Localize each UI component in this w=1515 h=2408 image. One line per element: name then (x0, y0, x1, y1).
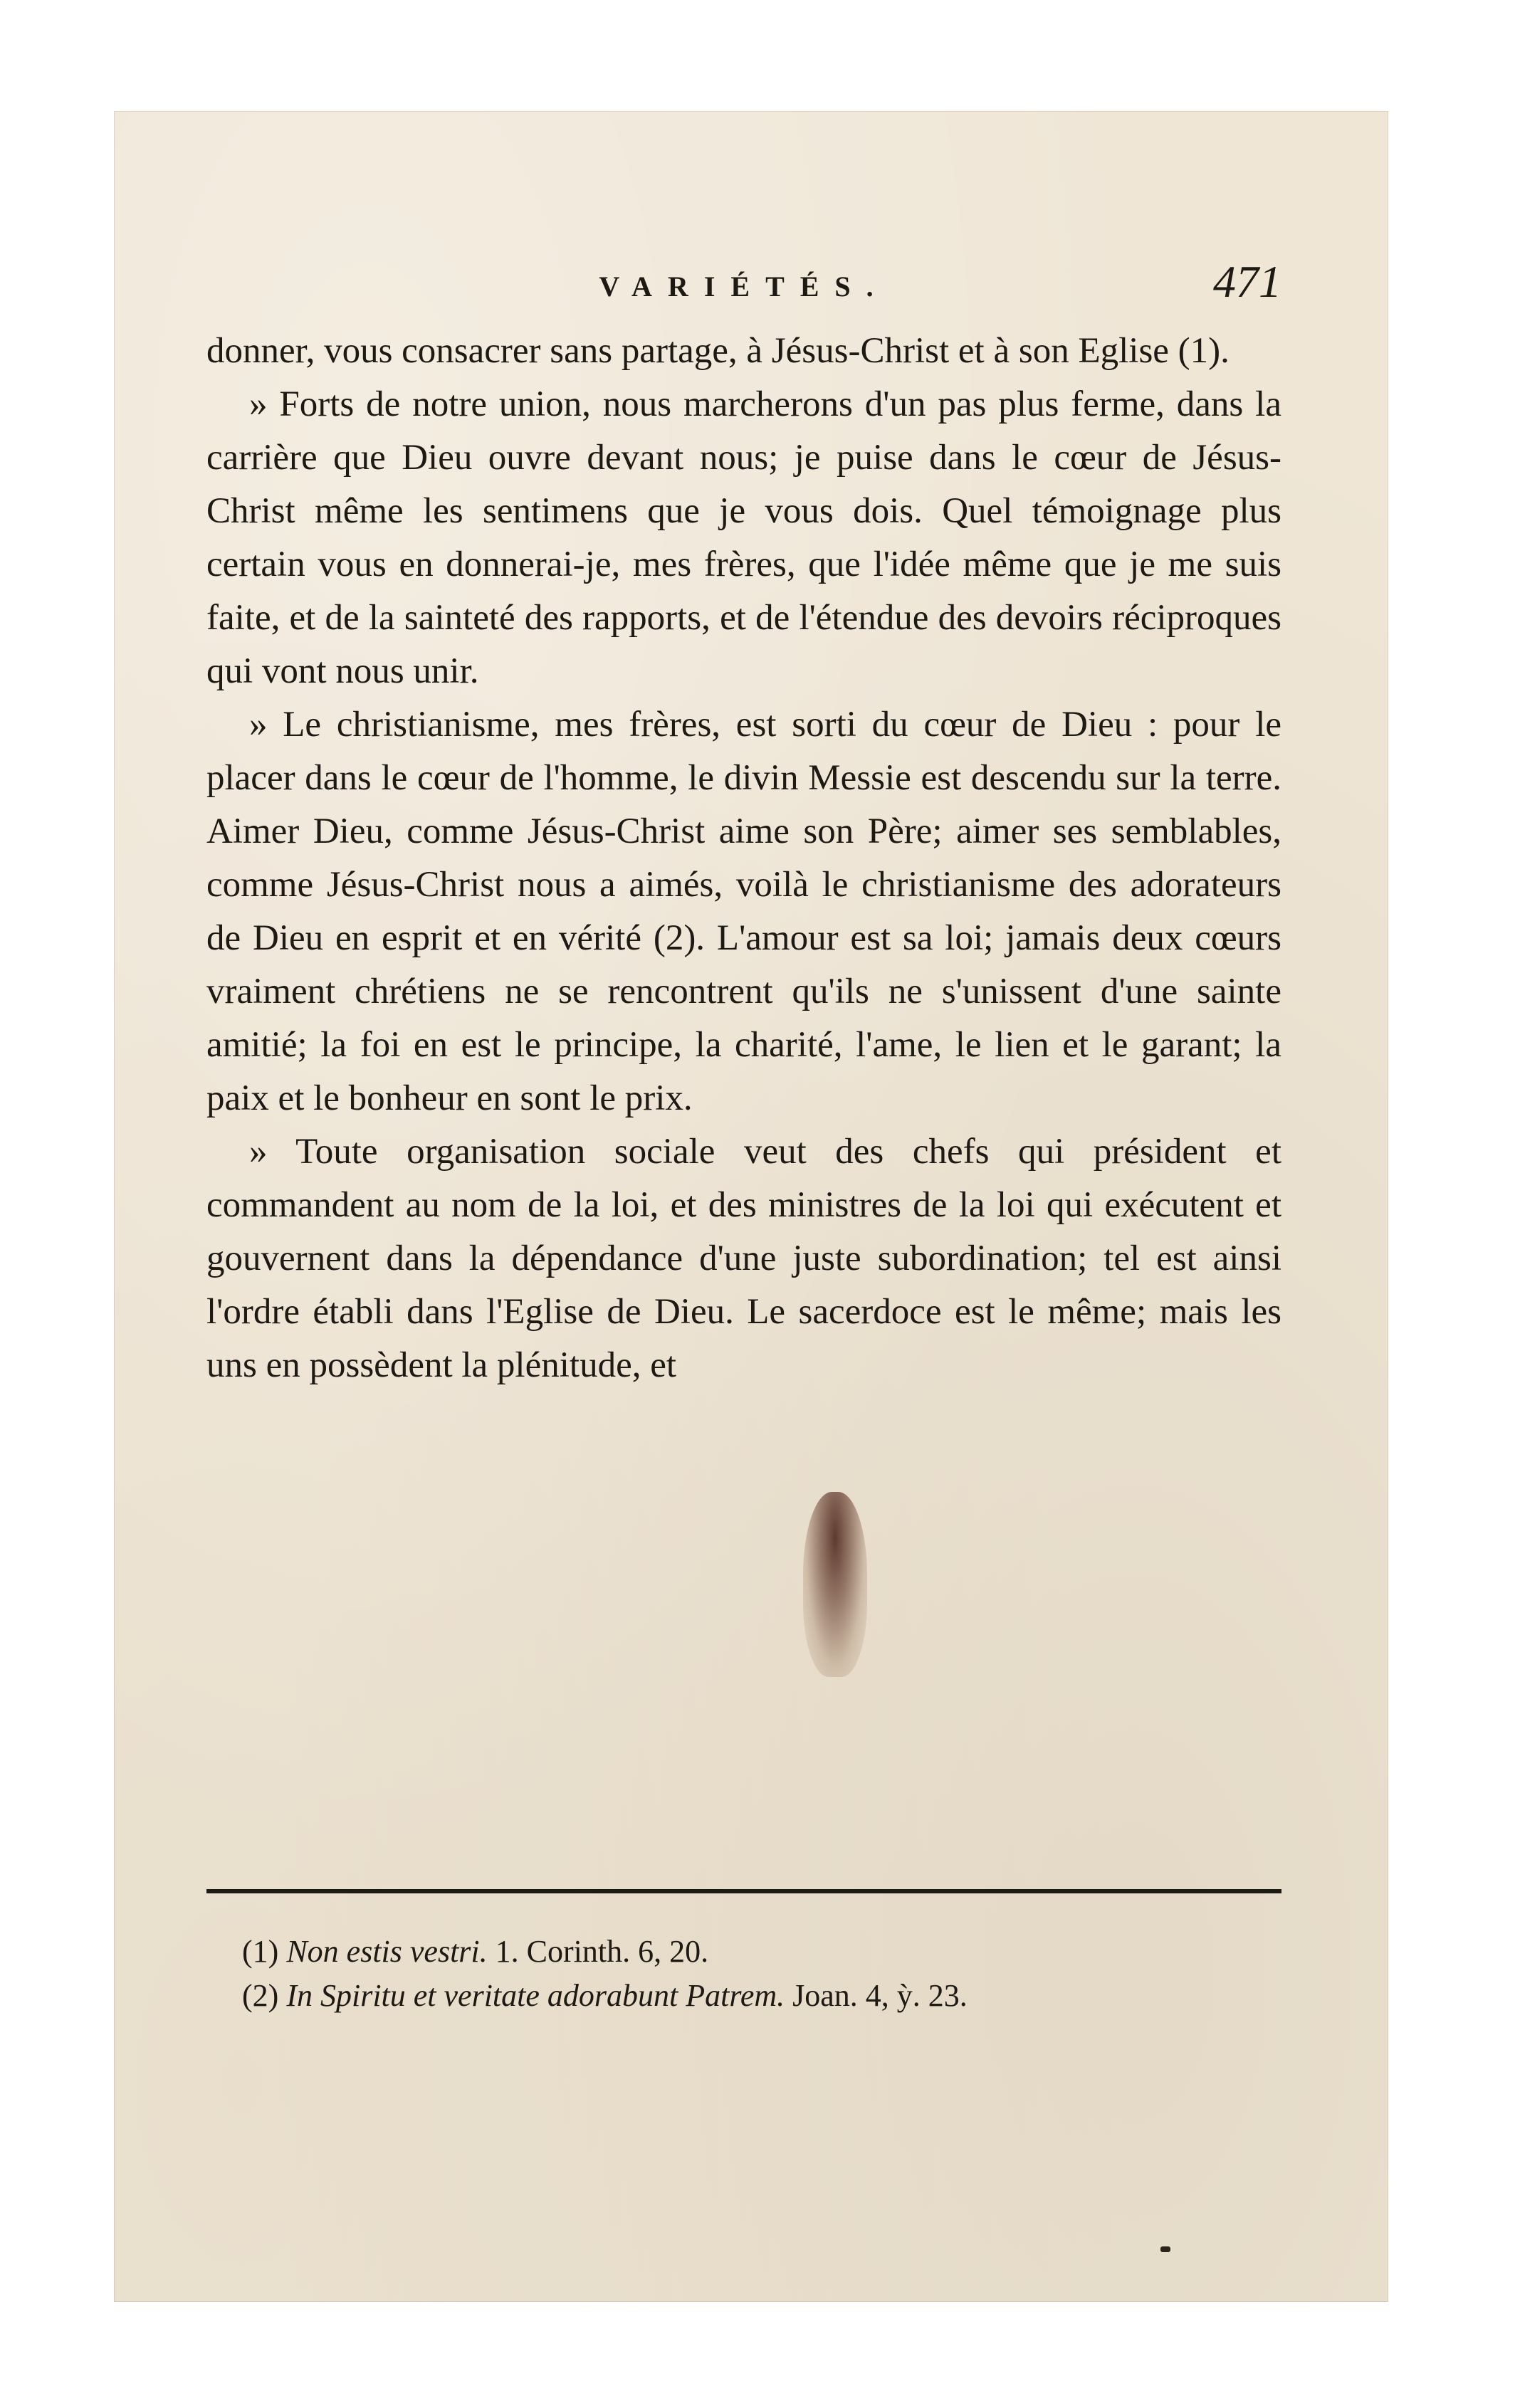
paragraph-1: donner, vous consacrer sans partage, à Jésus-Christ et à son Eglise (1). (206, 331, 1230, 371)
main-text (206, 325, 1281, 1392)
paragraph-3: » Le christianisme, mes frères, est sorti du cœur de Dieu : pour le placer dans le cœur de l'homme, le divin Messie est descendu sur la terre. Aimer Dieu, comme Jésus-Christ aime son Père; aimer ses semblables, comme Jésus-Christ nous a aimés, voilà le christianisme des adorateurs de Dieu en esprit et en vérité (2). L'amour est sa loi; jamais deux cœurs vraiment chrétiens ne se rencontrent qu'ils ne s'unissent d'une sainte amitié; la foi en est le principe, la charité, l'ame, le lien et le garant; la paix et le bonheur en sont le prix. (206, 705, 1281, 1118)
running-head: VARIÉTÉS. (599, 270, 889, 303)
page-number: 471 (1213, 256, 1281, 307)
book-page (114, 111, 1388, 2302)
footnote-2-italic: In Spiritu et veritate adorabunt Patrem. (286, 1978, 785, 2013)
footnotes (206, 1930, 1281, 2018)
paragraph-2: » Forts de notre union, nous marcherons d'un pas plus ferme, dans la carrière que Dieu ouvre devant nous; je puise dans le cœur de Jésus-Christ même les sentimens que je vous dois. Quel témoignage plus certain vous en donnerai-je, mes frères, que l'idée même que je me suis faite, et de la sainteté des rapports, et de l'étendue des devoirs réciproques qui vont nous unir. (206, 384, 1281, 691)
footnote-1-marker: (1) (242, 1934, 279, 1969)
footnote-1 (206, 1930, 1281, 1974)
ink-stain (803, 1492, 867, 1677)
footnote-2 (206, 1974, 1281, 2018)
page-header (206, 250, 1281, 321)
footnote-2-marker: (2) (242, 1978, 279, 2013)
paragraph-4: » Toute organisation sociale veut des chefs qui président et commandent au nom de la loi, et des ministres de la loi qui exécutent et gouvernent dans la dépendance d'une juste subordination; tel est ainsi l'ordre établi dans l'Eglise de Dieu. Le sacerdoce est le même; mais les uns en possèdent la plénitude, et (206, 1132, 1281, 1385)
footnote-2-reference: Joan. 4, ỳ. 23. (792, 1978, 968, 2013)
margin-speck (1160, 2246, 1170, 2252)
footnote-1-reference: 1. Corinth. 6, 20. (495, 1934, 709, 1969)
footnote-1-italic: Non estis vestri. (286, 1934, 488, 1969)
footnote-rule (206, 1889, 1281, 1893)
